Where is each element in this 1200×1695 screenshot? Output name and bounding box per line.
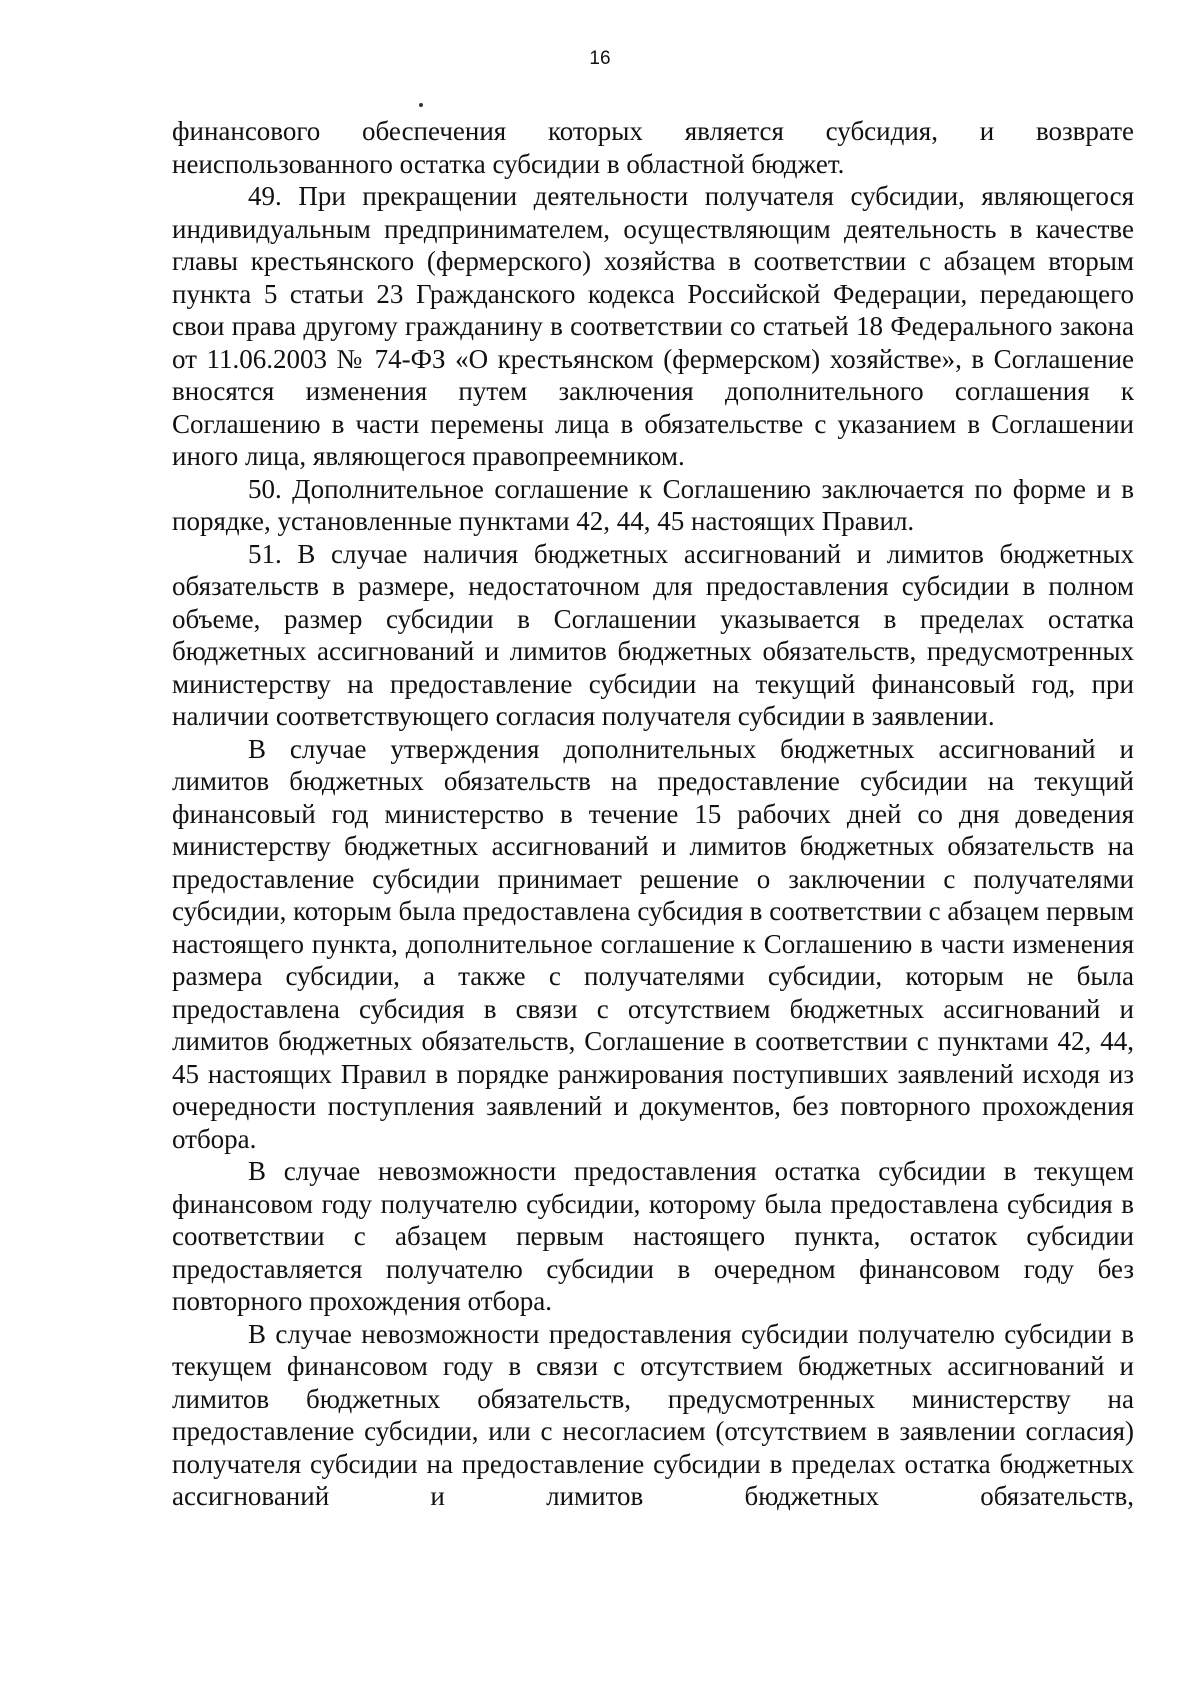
paragraph-51-part-4: В случае невозможности предоставления субсидии получателю субсидии в текущем финансовом году в связи с отсутствием бюджетных ассигнований и лимитов бюджетных обязательств, предусмотренных министерству на предоставление субсидии, или с несогласием (отсутствием в заявлении согласия) получателя субсидии на предоставление субсидии в пределах остатка бюджетных ассигнований и лимитов бюджетных обязательств, <box>172 1318 1134 1511</box>
paragraph-50: 50. Дополнительное соглашение к Соглашению заключается по форме и в порядке, установленные пунктами 42, 44, 45 настоящих Правил. <box>172 473 1134 536</box>
document-body <box>172 115 1134 1513</box>
paragraph-51-part-3: В случае невозможности предоставления остатка субсидии в текущем финансовом году получателю субсидии, которому была предоставлена субсидия в соответствии с абзацем первым настоящего пункта, остаток субсидии предоставляется получателю субсидии в очередном финансовом году без повторного прохождения отбора. <box>172 1156 1134 1316</box>
page-number: 16 <box>589 48 611 69</box>
paragraph-49: 49. При прекращении деятельности получателя субсидии, являющегося индивидуальным предпринимателем, осуществляющим деятельность в качестве главы крестьянского (фермерского) хозяйства в соответствии с абзацем вторым пункта 5 статьи 23 Гражданского кодекса Российской Федерации, передающего свои права другому гражданину в соответствии со статьей 18 Федерального закона от 11.06.2003 № 74-ФЗ «О крестьянском (фермерском) хозяйстве», в Соглашение вносятся изменения путем заключения дополнительного соглашения к Соглашению в части перемены лица в обязательстве с указанием в Соглашении иного лица, являющегося правопреемником. <box>172 181 1134 471</box>
paragraph-51-part-2: В случае утверждения дополнительных бюджетных ассигнований и лимитов бюджетных обязательств на предоставление субсидии на текущий финансовый год министерство в течение 15 рабочих дней со дня доведения министерству бюджетных ассигнований и лимитов бюджетных обязательств на предоставление субсидии принимает решение о заключении с получателями субсидии, которым была предоставлена субсидия в соответствии с абзацем первым настоящего пункта, дополнительное соглашение к Соглашению в части изменения размера субсидии, а также с получателями субсидии, которым не была предоставлена субсидия в связи с отсутствием бюджетных ассигнований и лимитов бюджетных обязательств, Соглашение в соответствии с пунктами 42, 44, 45 настоящих Правил в порядке ранжирования поступивших заявлений исходя из очередности поступления заявлений и документов, без повторного прохождения отбора. <box>172 733 1134 1154</box>
scan-artifact-dot <box>419 103 423 107</box>
paragraph-continuation: финансового обеспечения которых является субсидия, и возврате неиспользованного остатка субсидии в областной бюджет. <box>172 116 1134 179</box>
paragraph-51: 51. В случае наличия бюджетных ассигнований и лимитов бюджетных обязательств в размере, недостаточном для предоставления субсидии в полном объеме, размер субсидии в Соглашении указывается в пределах остатка бюджетных ассигнований и лимитов бюджетных обязательств, предусмотренных министерству на предоставление субсидии на текущий финансовый год, при наличии соответствующего согласия получателя субсидии в заявлении. <box>172 538 1134 731</box>
